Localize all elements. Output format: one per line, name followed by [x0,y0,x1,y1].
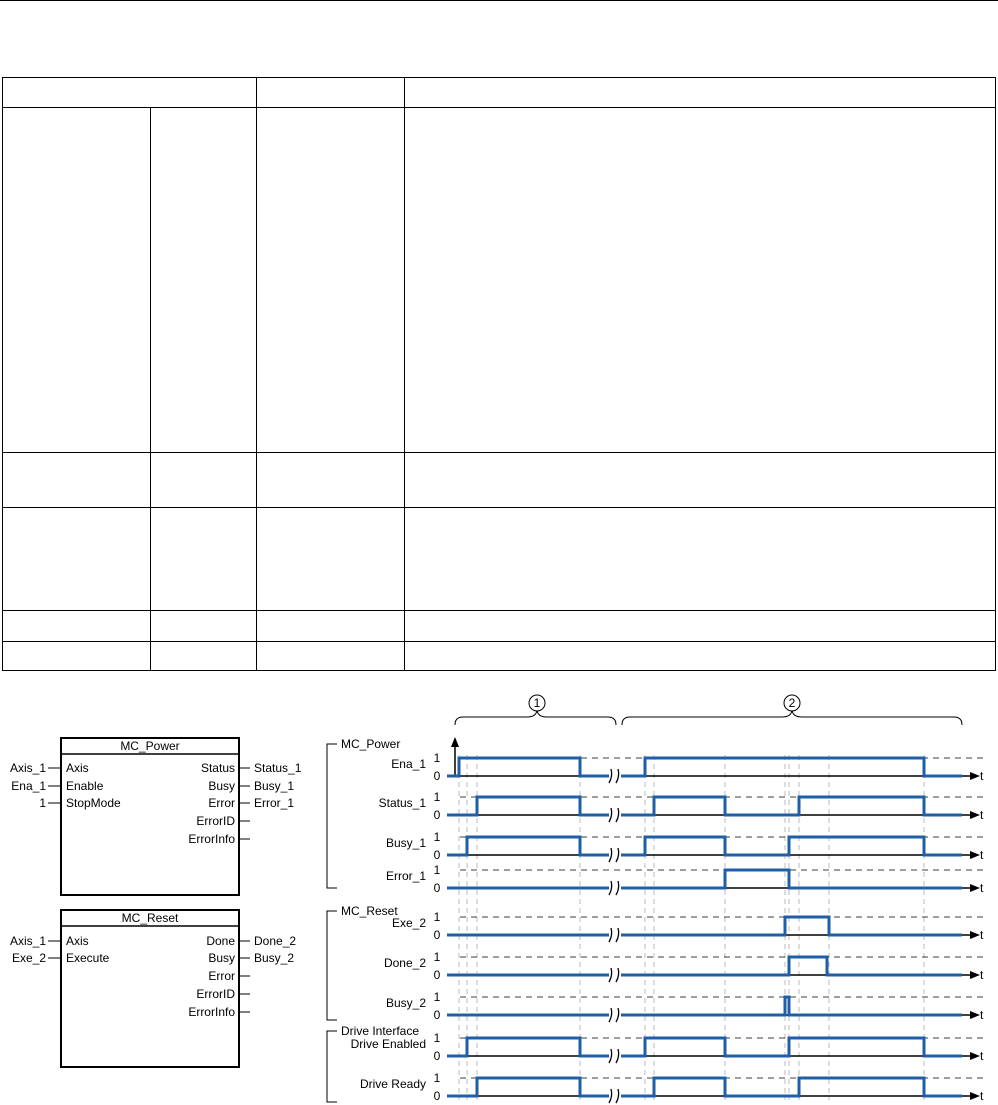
output-pin: ErrorID [196,987,235,1001]
waveform [447,797,962,815]
group-bracket-mc-power [327,744,337,888]
time-arrowhead [970,884,980,892]
time-arrowhead [970,772,980,780]
level-high-label: 1 [433,950,441,964]
input-signal: Axis_1 [9,761,46,775]
level-high-label: 1 [433,830,441,844]
phase-1-number: 1 [533,696,541,710]
output-signal: Busy_2 [254,951,295,965]
waveform [447,758,962,776]
output-pin: ErrorInfo [188,832,235,846]
time-label: t [980,808,984,822]
waveform [447,997,962,1015]
level-high-label: 1 [433,790,441,804]
block-title: MC_Reset [121,911,179,925]
level-high-label: 1 [433,751,441,765]
block-title: MC_Power [120,739,180,753]
input-signal: Ena_1 [11,779,46,793]
level-high-label: 1 [433,863,441,877]
level-low-label: 0 [433,881,441,895]
output-pin: Busy [208,779,235,793]
output-signal: Status_1 [254,761,302,775]
waveform [447,870,962,888]
input-signal: Exe_2 [11,951,46,965]
level-high-label: 1 [433,990,441,1004]
time-label: t [980,1008,984,1022]
function-block-mc-reset [10,910,296,1067]
output-signal: Done_2 [254,934,297,948]
level-low-label: 0 [433,848,441,862]
axis-arrowhead [451,737,459,747]
level-low-label: 0 [433,1049,441,1063]
group-bracket-drive-interface [327,1031,337,1102]
function-block-mc-power [10,738,302,895]
input-pin: Enable [66,779,104,793]
time-label: t [980,1089,984,1103]
waveform [447,837,962,855]
input-signal: 1 [39,796,46,810]
waveform [447,917,962,935]
signal-label: Drive Enabled [350,1037,426,1051]
time-label: t [980,881,984,895]
phase-markers [455,695,962,725]
group-label-mc-power: MC_Power [341,737,401,751]
level-low-label: 0 [433,968,441,982]
time-arrowhead [970,931,980,939]
time-label: t [980,848,984,862]
output-signal: Busy_1 [254,779,295,793]
time-arrowhead [970,851,980,859]
output-pin: Error [208,969,235,983]
signal-label: Exe_2 [391,916,426,930]
input-pin: Axis [66,934,89,948]
group-bracket-mc-reset [327,911,337,1020]
phase-1-brace [455,709,616,725]
output-pin: Status [200,761,235,775]
level-low-label: 0 [433,808,441,822]
level-low-label: 0 [433,1008,441,1022]
waveform [447,1038,962,1056]
output-pin: ErrorID [196,814,235,828]
group-label-mc-reset: MC_Reset [341,904,398,918]
input-pin: Axis [66,761,89,775]
output-pin: ErrorInfo [188,1005,235,1019]
time-arrowhead [970,1092,980,1100]
time-arrowhead [970,1011,980,1019]
time-arrowhead [970,1052,980,1060]
time-label: t [980,1049,984,1063]
time-label: t [980,928,984,942]
level-low-label: 0 [433,769,441,783]
input-pin: StopMode [66,796,121,810]
group-label-drive-interface: Drive Interface [341,1024,420,1038]
signal-label: Error_1 [385,869,426,883]
time-arrowhead [970,971,980,979]
waveform [447,1078,962,1096]
level-low-label: 0 [433,928,441,942]
signal-label: Status_1 [378,796,426,810]
signal-label: Ena_1 [391,757,426,771]
signal-label: Busy_2 [385,996,426,1010]
output-pin: Error [208,796,235,810]
signal-rows [351,751,985,1104]
time-label: t [980,769,984,783]
phase-2-number: 2 [788,696,796,710]
level-low-label: 0 [433,1089,441,1103]
time-label: t [980,968,984,982]
signal-label: Busy_1 [385,836,426,850]
signal-label: Done_2 [383,956,426,970]
waveform [447,957,962,975]
input-signal: Axis_1 [9,934,46,948]
level-high-label: 1 [433,1031,441,1045]
level-high-label: 1 [433,910,441,924]
output-pin: Busy [208,951,235,965]
time-arrowhead [970,811,980,819]
output-signal: Error_1 [254,796,295,810]
input-pin: Execute [66,951,110,965]
level-high-label: 1 [433,1071,441,1085]
signal-label: Drive Ready [359,1077,426,1091]
output-pin: Done [206,934,235,948]
